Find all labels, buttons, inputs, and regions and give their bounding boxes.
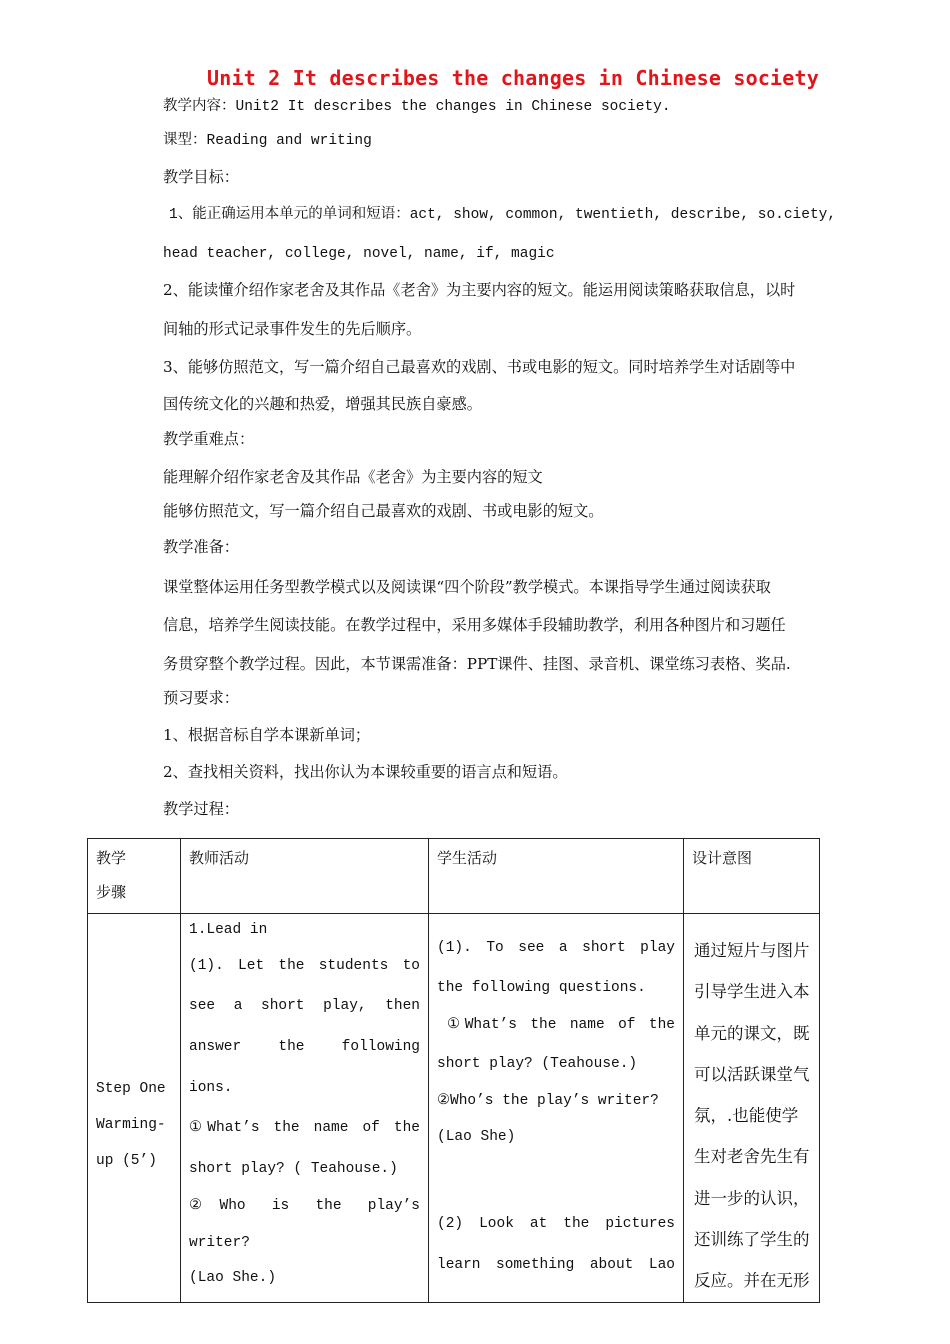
key-point-2: 能够仿照范文，写一篇介绍自己最喜欢的戏剧、书或电影的短文。 [163,502,604,520]
student-line-2: the following questions. [437,980,646,996]
student-line-6: (Lao She) [437,1128,516,1145]
student-line-4: short play? (Teahouse.) [437,1055,638,1072]
header-design-intent [684,839,820,914]
header-intent-label: 设计意图 [692,849,753,867]
student-line-5: ②Who’s the play’s writer? [437,1092,659,1109]
intent-line-4: 可以活跃课堂气 [694,1064,810,1084]
intent-line-2: 引导学生进入本 [694,982,810,1002]
preparation-line-c: 务贯穿整个教学过程。因此，本节课需准备：PPT课件、挂图、录音机、课堂练习表格、奖品. [163,655,791,673]
student-activity-cell [429,914,684,1303]
header-step [88,839,181,914]
teacher-line-8: ②Who is the play’s [189,1198,420,1214]
teacher-line-3: see a short play, then [189,998,420,1014]
intent-line-1: 通过短片与图片 [694,941,810,960]
step-cell [88,914,181,1303]
header-teacher-activity [181,839,429,914]
header-student-label: 学生活动 [437,849,498,867]
intent-line-5: 氛，.也能使学 [694,1106,799,1126]
key-points-heading: 教学重难点： [163,430,255,448]
objective-2-line-a: 2、能读懂介绍作家老舍及其作品《老舍》为主要内容的短文。能运用阅读策略获取信息，以时 [163,281,796,299]
teaching-content-line: 教学内容：Unit2 It describes the changes in Chinese society. [163,99,671,115]
table-header-row [88,839,820,914]
student-line-8: (2) Look at the pictures [437,1215,675,1232]
teacher-line-10: (Lao She.) [189,1270,277,1286]
objectives-heading: 教学目标： [163,168,239,186]
objective-1-line-a: 1、能正确运用本单元的单词和短语：act, show, common, twentieth, describe, so.ciety, [169,207,837,223]
student-line-9: learn something about Lao [437,1256,675,1273]
header-student-activity [429,839,684,914]
preview-item-2: 2、查找相关资料，找出你认为本课较重要的语言点和短语。 [163,763,568,781]
student-line-7 [437,1156,675,1204]
teacher-line-4: answer the following [189,1039,420,1055]
header-step-line-2: 步骤 [96,883,127,901]
preparation-heading: 教学准备： [163,538,239,556]
document-title: Unit 2 It describes the changes in Chinese society [206,66,820,90]
teacher-line-5: ions. [189,1080,233,1096]
intent-line-3: 单元的课文，既 [694,1023,810,1043]
preparation-line-a: 课堂整体运用任务型教学模式以及阅读课“四个阶段”教学模式。本课指导学生通过阅读获取 [163,578,771,596]
step-line-2: Warming- [96,1116,166,1133]
header-step-line-1: 教学 [96,849,127,867]
step-line-3: up (5’) [96,1152,157,1169]
preparation-line-b: 信息，培养学生阅读技能。在教学过程中，采用多媒体手段辅助教学，利用各种图片和习题任 [163,616,786,634]
teacher-line-6: ①What’s the name of the [189,1120,420,1136]
teacher-line-2: (1). Let the students to [189,958,420,974]
intent-line-9: 反应。并在无形 [694,1271,810,1291]
teacher-line-9: writer? [189,1235,250,1251]
process-heading: 教学过程： [163,800,239,818]
key-point-1: 能理解介绍作家老舍及其作品《老舍》为主要内容的短文 [163,468,543,486]
teaching-process-table [87,838,820,1303]
header-teacher-label: 教师活动 [189,849,250,867]
intent-line-8: 还训练了学生的 [694,1230,810,1250]
teacher-activity-cell [181,914,429,1303]
lesson-type-line: 课型：Reading and writing [163,133,372,149]
design-intent-cell [684,914,820,1303]
teacher-line-1: 1.Lead in [189,922,268,938]
step-line-1: Step One [96,1080,166,1097]
intent-line-7: 进一步的认识， [694,1188,810,1208]
student-line-3: ①What’s the name of the [447,1017,675,1033]
objective-3-line-a: 3、能够仿照范文，写一篇介绍自己最喜欢的戏剧、书或电影的短文。同时培养学生对话剧等中 [163,358,796,376]
objective-3-line-b: 国传统文化的兴趣和热爱，增强其民族自豪感。 [163,395,482,413]
objective-1-line-b: head teacher, college, novel, name, if, magic [163,246,555,262]
intent-line-6: 生对老舍先生有 [694,1147,810,1167]
preview-item-1: 1、根据音标自学本课新单词； [163,726,371,744]
lesson-plan-body [163,94,863,826]
preview-heading: 预习要求： [163,689,239,707]
student-line-1: (1). To see a short play [437,940,675,956]
teacher-line-7: short play? ( Teahouse.) [189,1161,398,1177]
table-row [88,914,820,1303]
objective-2-line-b: 间轴的形式记录事件发生的先后顺序。 [163,320,422,338]
